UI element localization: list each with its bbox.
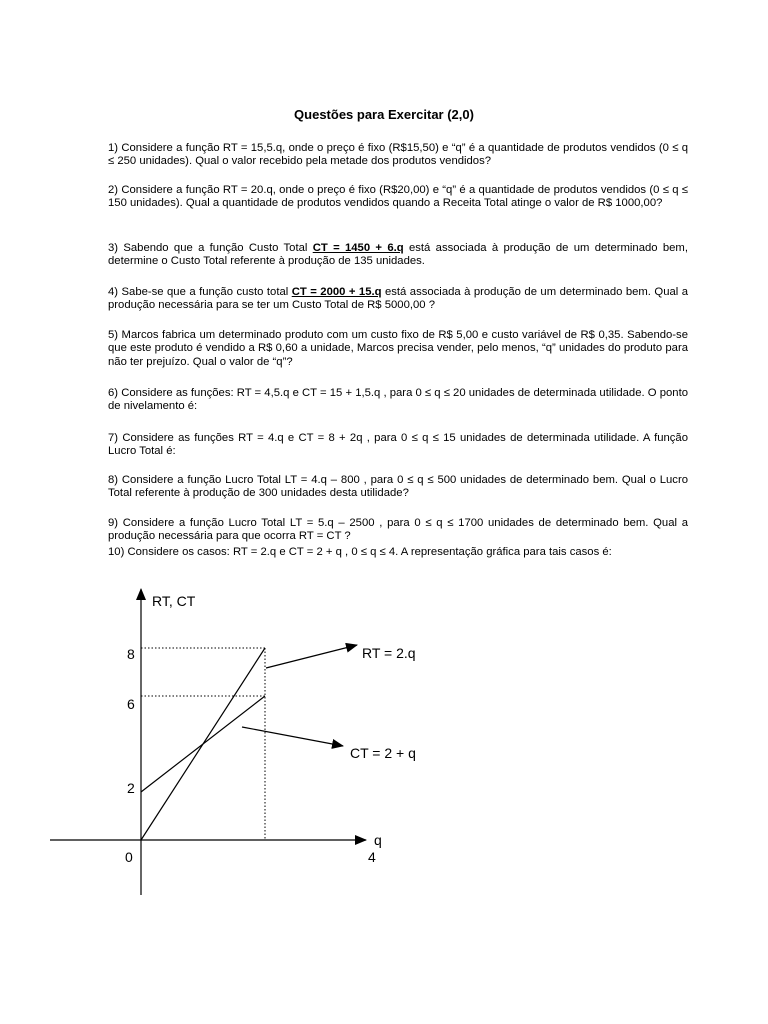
question-3	[108, 242, 688, 269]
x-axis-label: q	[374, 832, 382, 848]
question-4	[108, 286, 688, 313]
y-axis-label: RT, CT	[152, 593, 196, 609]
ct-series-label: CT = 2 + q	[350, 745, 416, 761]
question-3-text-end: está associada à produção de um determinado bem, determine o Custo Total referente à produção de 135 unidades.	[108, 242, 688, 268]
question-3-formula: CT = 1450 + 6.q	[312, 242, 404, 254]
y-tick-label-2: 2	[127, 780, 135, 796]
question-4-formula: CT = 2000 + 15.q	[291, 286, 382, 298]
ct-pointer-arrow	[242, 727, 343, 746]
question-4-text-end: está associada à produção de um determinado bem. Qual a produção necessária para se ter um Custo Total de R$ 5000,00 ?	[108, 286, 689, 312]
y-tick-label-6: 6	[127, 696, 135, 712]
x-tick-label: 4	[368, 849, 376, 865]
rt-ct-graph	[0, 580, 768, 910]
question-5: 5) Marcos fabrica um determinado produto com um custo fixo de R$ 5,00 e custo variável de R$ 0,35. Sabendo-se que este produto é vendido a R$ 0,60 a unidade, Marcos precisa vender, pelo menos, “q” unidades do produto para não ter prejuízo. Qual o valor de “q”?	[108, 329, 688, 368]
question-6: 6) Considere as funções: RT = 4,5.q e CT = 15 + 1,5.q , para 0 ≤ q ≤ 20 unidades de determinada utilidade. O ponto de nivelamento é:	[108, 387, 688, 413]
question-1: 1) Considere a função RT = 15,5.q, onde o preço é fixo (R$15,50) e “q” é a quantidade de produtos vendidos (0 ≤ q ≤ 250 unidades). Qual o valor recebido pela metade dos produtos vendidos?	[108, 142, 688, 168]
rt-series-label: RT = 2.q	[362, 645, 416, 661]
origin-label: 0	[125, 849, 133, 865]
y-tick-label-8: 8	[127, 646, 135, 662]
question-2: 2) Considere a função RT = 20.q, onde o preço é fixo (R$20,00) e “q” é a quantidade de produtos vendidos (0 ≤ q ≤ 150 unidades). Qual a quantidade de produtos vendidos quando a Receita Total atinge o valor de R$ 1000,00?	[108, 184, 688, 210]
rt-pointer-arrow	[266, 645, 357, 668]
question-3-text: 3) Sabendo que a função Custo Total	[108, 242, 313, 254]
page-title: Questões para Exercitar (2,0)	[294, 107, 474, 122]
question-7: 7) Considere as funções RT = 4.q e CT = 8 + 2q , para 0 ≤ q ≤ 15 unidades de determinada utilidade. A função Lucro Total é:	[108, 432, 688, 458]
question-8: 8) Considere a função Lucro Total LT = 4.q – 800 , para 0 ≤ q ≤ 500 unidades de determinado bem. Qual o Lucro Total referente à produção de 300 unidades desta utilidade?	[108, 474, 688, 500]
question-4-text: 4) Sabe-se que a função custo total	[108, 286, 292, 298]
ct-series-line	[141, 696, 265, 792]
question-10: 10) Considere os casos: RT = 2.q e CT = 2 + q , 0 ≤ q ≤ 4. A representação gráfica para tais casos é:	[108, 546, 612, 558]
question-9: 9) Considere a função Lucro Total LT = 5.q – 2500 , para 0 ≤ q ≤ 1700 unidades de determinado bem. Qual a produção necessária para que ocorra RT = CT ?	[108, 517, 688, 543]
plot-area	[141, 648, 265, 840]
